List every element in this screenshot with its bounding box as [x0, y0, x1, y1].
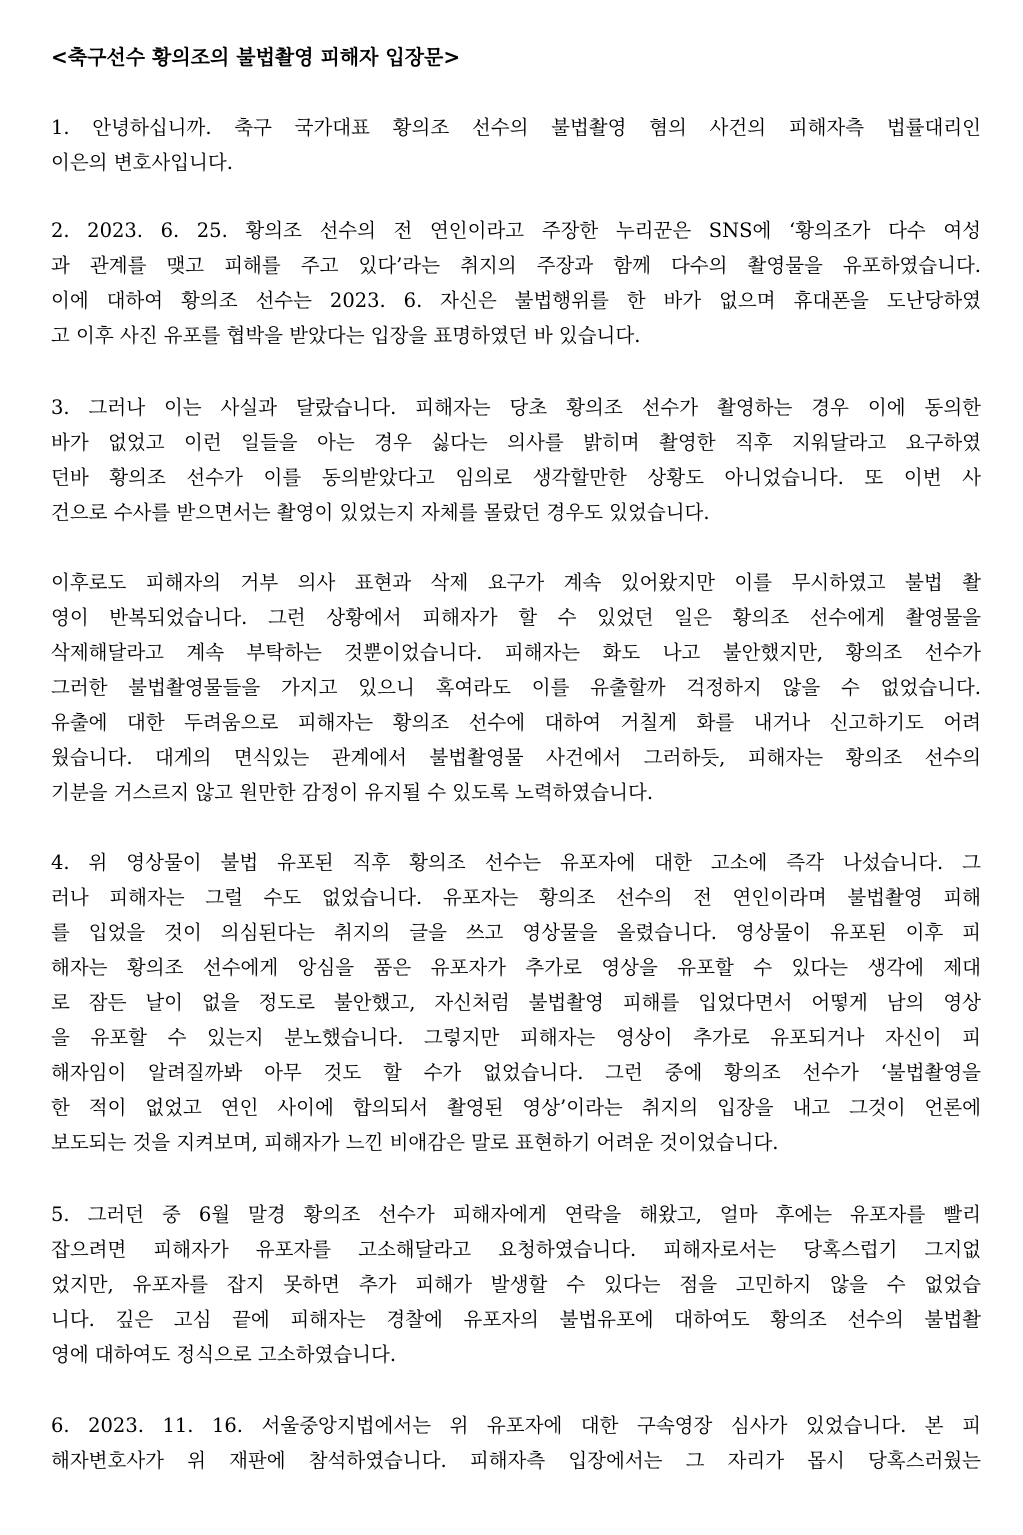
- text-line: 이후로도 피해자의 거부 의사 표현과 삭제 요구가 계속 있어왔지만 이를 무시하였고 불법 촬: [51, 571, 981, 594]
- text-line: 해자는 황의조 선수에게 앙심을 품은 유포자가 추가로 영상을 유포할 수 있다는 생각에 제대: [51, 956, 981, 979]
- paragraph-7: [51, 1408, 981, 1478]
- text-line: 과 관계를 맺고 피해를 주고 있다’라는 취지의 주장과 함께 다수의 촬영물을 유포하였습니다.: [51, 254, 981, 277]
- text-line: 었지만, 유포자를 잡지 못하면 추가 피해가 발생할 수 있다는 점을 고민하지 않을 수 없었습: [51, 1273, 981, 1296]
- text-line: 던바 황의조 선수가 이를 동의받았다고 임의로 생각할만한 상황도 아니었습니다. 또 이번 사: [51, 466, 981, 489]
- text-line: 니다. 깊은 고심 끝에 피해자는 경찰에 유포자의 불법유포에 대하여도 황의조 선수의 불법촬: [51, 1308, 981, 1331]
- paragraph-5: [51, 845, 981, 1160]
- text-line: 바가 없었고 이런 일들을 아는 경우 싫다는 의사를 밝히며 촬영한 직후 지워달라고 요구하였: [51, 431, 981, 454]
- text-line: 영에 대하여도 정식으로 고소하였습니다.: [51, 1343, 397, 1366]
- text-line: 웠습니다. 대게의 면식있는 관계에서 불법촬영물 사건에서 그러하듯, 피해자는 황의조 선수의: [51, 746, 981, 769]
- text-line: 해자변호사가 위 재판에 참석하였습니다. 피해자측 입장에서는 그 자리가 몹시 당혹스러웠는: [51, 1449, 981, 1472]
- text-line: 을 유포할 수 있는지 분노했습니다. 그렇지만 피해자는 영상이 추가로 유포되거나 자신이 피: [51, 1026, 981, 1049]
- text-line: 삭제해달라고 계속 부탁하는 것뿐이었습니다. 피해자는 화도 나고 불안했지만, 황의조 선수가: [51, 641, 981, 664]
- text-line: 5. 그러던 중 6월 말경 황의조 선수가 피해자에게 연락을 해왔고, 얼마 후에는 유포자를 빨리: [51, 1203, 981, 1226]
- text-line: 를 입었을 것이 의심된다는 취지의 글을 쓰고 영상물을 올렸습니다. 영상물이 유포된 이후 피: [51, 921, 981, 944]
- text-line: 한 적이 없었고 연인 사이에 합의되서 촬영된 영상’이라는 취지의 입장을 내고 그것이 언론에: [51, 1096, 981, 1119]
- text-line: 러나 피해자는 그럴 수도 없었습니다. 유포자는 황의조 선수의 전 연인이라며 불법촬영 피해: [51, 886, 981, 909]
- text-line: 4. 위 영상물이 불법 유포된 직후 황의조 선수는 유포자에 대한 고소에 즉각 나섰습니다. 그: [51, 851, 981, 874]
- text-line: 1. 안녕하십니까. 축구 국가대표 황의조 선수의 불법촬영 혐의 사건의 피해자측 법률대리인: [51, 116, 981, 139]
- text-line: 2. 2023. 6. 25. 황의조 선수의 전 연인이라고 주장한 누리꾼은 SNS에 ‘황의조가 다수 여성: [51, 219, 981, 242]
- text-line: 잡으려면 피해자가 유포자를 고소해달라고 요청하였습니다. 피해자로서는 당혹스럽기 그지없: [51, 1238, 981, 1261]
- text-line: 이에 대하여 황의조 선수는 2023. 6. 자신은 불법행위를 한 바가 없으며 휴대폰을 도난당하였: [51, 289, 981, 312]
- text-line: 해자임이 알려질까봐 아무 것도 할 수가 없었습니다. 그런 중에 황의조 선수가 ‘불법촬영을: [51, 1061, 981, 1084]
- paragraph-3: [51, 390, 981, 530]
- text-line: 이은의 변호사입니다.: [51, 151, 233, 174]
- text-line: 영이 반복되었습니다. 그런 상황에서 피해자가 할 수 있었던 일은 황의조 선수에게 촬영물을: [51, 606, 981, 629]
- paragraph-2: [51, 213, 981, 353]
- document-title: <축구선수 황의조의 불법촬영 피해자 입장문>: [51, 45, 461, 69]
- text-line: 그러한 불법촬영물들을 가지고 있으니 혹여라도 이를 유출할까 걱정하지 않을 수 없었습니다.: [51, 676, 981, 699]
- text-line: 로 잠든 날이 없을 정도로 불안했고, 자신처럼 불법촬영 피해를 입었다면서 어떻게 남의 영상: [51, 991, 981, 1014]
- text-line: 건으로 수사를 받으면서는 촬영이 있었는지 자체를 몰랐던 경우도 있었습니다.: [51, 501, 710, 524]
- text-line: 6. 2023. 11. 16. 서울중앙지법에서는 위 유포자에 대한 구속영장 심사가 있었습니다. 본 피: [51, 1414, 981, 1437]
- paragraph-1: [51, 110, 981, 180]
- paragraph-6: [51, 1197, 981, 1372]
- text-line: 보도되는 것을 지켜보며, 피해자가 느낀 비애감은 말로 표현하기 어려운 것이었습니다.: [51, 1131, 779, 1154]
- text-line: 3. 그러나 이는 사실과 달랐습니다. 피해자는 당초 황의조 선수가 촬영하는 경우 이에 동의한: [51, 396, 981, 419]
- paragraph-4: [51, 565, 981, 810]
- text-line: 유출에 대한 두려움으로 피해자는 황의조 선수에 대하여 거칠게 화를 내거나 신고하기도 어려: [51, 711, 981, 734]
- text-line: 기분을 거스르지 않고 원만한 감정이 유지될 수 있도록 노력하였습니다.: [51, 781, 654, 804]
- text-line: 고 이후 사진 유포를 협박을 받았다는 입장을 표명하였던 바 있습니다.: [51, 324, 641, 347]
